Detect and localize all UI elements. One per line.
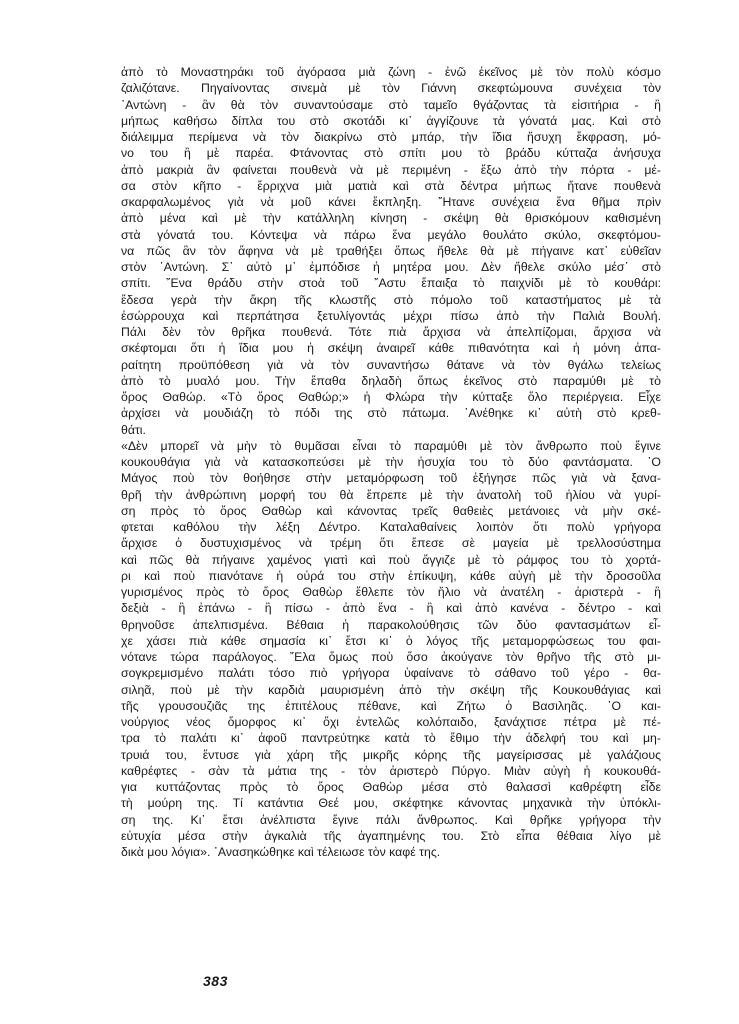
text-line: εὐτυχία μέσα στὴν ἀγκαλιὰ τῆς ἀγαπημένης του. Στὸ εἶπα θέθαια λίγο μὲ bbox=[121, 828, 661, 843]
text-line: χε χάσει πιὰ κάθε σημασία κι᾿ ἔτσι κι᾿ ὁ λόγος τῆς μεταμορφώσεως του φαι- bbox=[121, 633, 661, 648]
text-line: ἄρχισε ὁ δυστυχισμένος νὰ τρέμη ὅτι ἔπεσε σὲ μαγεία μὲ τρελλοσύστημα bbox=[121, 536, 661, 551]
text-line: ὄρος Θαθώρ. «Τὸ ὄρος Θαθώρ;» ἡ Φλώρα τὴν κύτταξε ὅλο περιέργεια. Εἶχε bbox=[121, 390, 661, 404]
text-line: «Δὲν μπορεῖ νὰ μὴν τὸ θυμᾶσαι εἶναι τὸ παραμύθι μὲ τὸν ἄνθρωπο ποὺ ἔγινε bbox=[121, 438, 661, 453]
text-line: ἀπὸ τὸ μυαλό μου. Τὴν ἔπαθα δηλαδὴ ὅπως ἐκεῖνος στὸ παραμύθι μὲ τὸ bbox=[121, 373, 661, 388]
text-line: ση της. Κι᾿ ἔτσι ἀνέλπιστα ἔγινε πάλι ἄνθρωπος. Καὶ θρῆκε γρήγορα τὴν bbox=[121, 812, 661, 827]
text-line: ρι καὶ ποὺ πιανότανε ἡ οὐρά του στὴν ἐπίκυψη, κάθε αὐγὴ μὲ τὴν δροσοῦλα bbox=[121, 568, 661, 583]
text-line: ᾿Αντώνη - ἂν θὰ τὸν συναντούσαμε στὸ ταμεῖο θγάζοντας τὰ εἰσιτήρια - ἢ bbox=[121, 97, 661, 112]
text-line: ἐσώρρουχα καὶ περπάτησα ξετυλίγοντάς μέχρι πίσω ἀπὸ τὴν Παλιὰ Βουλή. bbox=[121, 308, 661, 323]
text-line: κουκουθάγια γιὰ νὰ κατασκοπεύσει μὲ τὴν ἡσυχία του τὸ δύο φαντάσματα. ῾Ο bbox=[121, 455, 661, 469]
text-line: σκέφτομαι ὅτι ἡ ἴδια μου ἡ σκέψη ἀναιρεῖ κάθε πιθανότητα καὶ ἡ μόνη ἀπα- bbox=[121, 341, 661, 356]
text-line: θρῆ τὴν ἀνθρώπινη μορφή του θὰ ἔπρεπε μὲ τὴν ἀνατολὴ τοῦ ἡλίου νὰ γυρί- bbox=[121, 487, 661, 502]
text-line: ἀπὸ μακριὰ ἂν φαίνεται πουθενὰ νὰ μὲ περιμένη - ἔξω ἀπὸ τὴν πόρτα - μέ- bbox=[121, 162, 661, 177]
text-line: σιληᾶ, ποὺ μὲ τὴν καρδιὰ μαυρισμένη ἀπὸ τὴν σκέψη τῆς Κουκουθάγιας καὶ bbox=[121, 682, 661, 697]
text-line: σα στὸν κῆπο - ἔρριχνα μιὰ ματιὰ καὶ στὰ δέντρα μήπως ἤτανε πουθενὰ bbox=[121, 178, 661, 193]
text-line: νούργιος νέος ὄμορφος κι᾿ ὄχι ἐντελῶς κολόπαιδο, ξανάχτισε πέτρα μὲ πέ- bbox=[121, 715, 661, 729]
text-line: τρα τὸ παλάτι κι᾿ ἀφοῦ παντρεύτηκε κατὰ τὸ ἔθιμο τὴν ἀδελφή του καὶ μη- bbox=[121, 731, 661, 746]
text-line: ἔδεσα γερὰ τὴν ἄκρη τῆς κλωστῆς στὸ πόμολο τοῦ καταστήματος μὲ τὰ bbox=[121, 292, 661, 307]
text-line: φτεται καθόλου τὴν λέξη Δέντρο. Καταλαθαίνεις λοιπὸν ὅτι πολὺ γρήγορα bbox=[121, 520, 661, 534]
text-line: σκαρφαλωμένος γιὰ νὰ μοῦ κάνει ἔκπληξη. ῎Ητανε συνέχεια ἕνα θῆμα πρὶν bbox=[121, 195, 661, 209]
text-line: ἀπὸ μένα καὶ μὲ τὴν κατάλληλη κίνηση - σκέψη θὰ θρισκόμουν καθισμένη bbox=[121, 211, 661, 226]
page-number: 383 bbox=[203, 973, 228, 989]
text-line: Πάλι δὲν τὸν θρῆκα πουθενά. Τότε πιὰ ἄρχισα νὰ ἀπελπίζομαι, ἄρχισα νὰ bbox=[121, 325, 661, 339]
text-line: ἀρχίσει νὰ μουδιάζη τὸ πόδι της στὸ πάτωμα. ᾿Ανέθηκε κι᾿ αὐτὴ στὸ κρεθ- bbox=[121, 406, 661, 421]
text-line: σπίτι. ῞Ενα θράδυ στὴν στοὰ τοῦ ῎Αστυ ἔπαιξα τὸ παιχνίδι μὲ τὸ κουθάρι: bbox=[121, 276, 661, 291]
text-line: ἀπὸ τὸ Μοναστηράκι τοῦ ἀγόρασα μιὰ ζώνη - ἐνῶ ἐκεῖνος μὲ τὸν πολὺ κόσμο bbox=[121, 65, 661, 79]
text-line: τῆς γρουσουζιᾶς της ἐπιτέλους πέθανε, καὶ Ζήτω ὁ Βασιληᾶς. ῾Ο και- bbox=[121, 698, 661, 713]
text-line: τρυιά του, ἔντυσε γιὰ χάρη τῆς μικρῆς κόρης τῆς μαγείρισσας μὲ γαλάζιους bbox=[121, 747, 661, 762]
text-line: στὰ γόνατά του. Κόντεψα νὰ πάρω ἕνα μεγάλο θουλάτο σκύλο, σκεφτόμου- bbox=[121, 227, 661, 242]
text-line: σογκρεμισμένο παλάτι τόσο πιὸ γρήγορα ὑφαίνανε τὸ σάθανο τοῦ γέρο - θα- bbox=[121, 666, 661, 681]
text-line: ραίτητη προϋπόθεση γιὰ νὰ τὸν συναντήσω θάτανε νὰ τὸν θγάλω τελείως bbox=[121, 357, 661, 372]
text-line: δικὰ μου λόγια». ᾿Ανασηκώθηκε καὶ τέλειωσε τὸν καφέ της. bbox=[121, 845, 441, 859]
text-line: θάτι. bbox=[121, 422, 146, 437]
text-line: στὸν ᾿Αντώνη. Σ᾿ αὐτὸ μ᾿ ἐμπόδισε ἡ μητέρα μου. Δὲν ἤθελε σκύλο μέσ᾿ στὸ bbox=[121, 260, 661, 274]
body-text bbox=[121, 64, 661, 860]
text-line: δεξιὰ - ἢ ἐπάνω - ἢ πίσω - ἀπὸ ἕνα - ἢ καὶ ἀπὸ κανένα - δέντρο - καὶ bbox=[121, 601, 661, 616]
text-line: γυρισμένος πρὸς τὸ ὄρος Θαθὼρ ἔθλεπε τὸν ἥλιο νὰ ἀνατέλη - ἀριστερὰ - ἢ bbox=[121, 585, 661, 599]
text-line: νο του ἢ μὲ παρέα. Φτάνοντας στὸ σπίτι μου τὸ βράδυ κύτταζα ἀνήσυχα bbox=[121, 146, 661, 161]
text-line: τὴ μούρη της. Τί κατάντια Θεέ μου, σκέφτηκε κάνοντας μηχανικὰ τὴν ὑπόκλι- bbox=[121, 796, 661, 811]
text-line: θρηνοῦσε ἀπελπισμένα. Βέθαια ἡ παρακολούθησις τῶν δύο φαντασμάτων εἶ- bbox=[121, 617, 661, 632]
text-line: ζαλιζότανε. Πηγαίνοντας σινεμὰ μὲ τὸν Γιάννη σκεφτώμουνα συνέχεια τὸν bbox=[121, 81, 661, 96]
text-line: ση πρὸς τὸ ὄρος Θαθὼρ καὶ κάνοντας τρεῖς θαθειὲς μετάνοιες νὰ μὴν σκέ- bbox=[121, 503, 661, 518]
text-line: καὶ πῶς θὰ πήγαινε χαμένος γιατὶ καὶ ποὺ ἄγγιζε μὲ τὸ ράμφος του τὸ χορτά- bbox=[121, 552, 661, 567]
text-line: νότανε τώρα παράλογος. ῎Ελα ὅμως ποὺ ὅσο ἀκούγανε τὸν θρῆνο τῆς στὸ μι- bbox=[121, 650, 661, 664]
text-line: για κυττάζοντας πρὸς τὸ ὄρος Θαθὼρ μέσα στὸ θαλασσὶ καθρέφτη εἶδε bbox=[121, 780, 661, 794]
text-line: να πῶς ἂν τὸν ἄφηνα νὰ μὲ τραθήξει ὅπως ἤθελε θὰ μὲ πήγαινε κατ᾿ εὐθεῖαν bbox=[121, 243, 661, 258]
text-line: καθρέφτες - σὰν τὰ μάτια της - τὸν ἀριστερὸ Πύργο. Μιὰν αὐγὴ ἡ κουκουθά- bbox=[121, 763, 661, 778]
text-line: διάλειμμα περίμενα νὰ τὸν διακρίνω στὸ μπάρ, τὴν ἴδια ἥσυχη ἔκφραση, μό- bbox=[121, 130, 661, 144]
text-line: Μάγος ποὺ τὸν θοήθησε στὴν μεταμόρφωση τοῦ ἐξήγησε πῶς γιὰ νὰ ξανα- bbox=[121, 471, 661, 486]
text-line: μήπως καθήσω δίπλα του στὸ σκοτάδι κι᾿ ἀγγίζουνε τὰ γόνατά μας. Καὶ στὸ bbox=[121, 113, 661, 128]
